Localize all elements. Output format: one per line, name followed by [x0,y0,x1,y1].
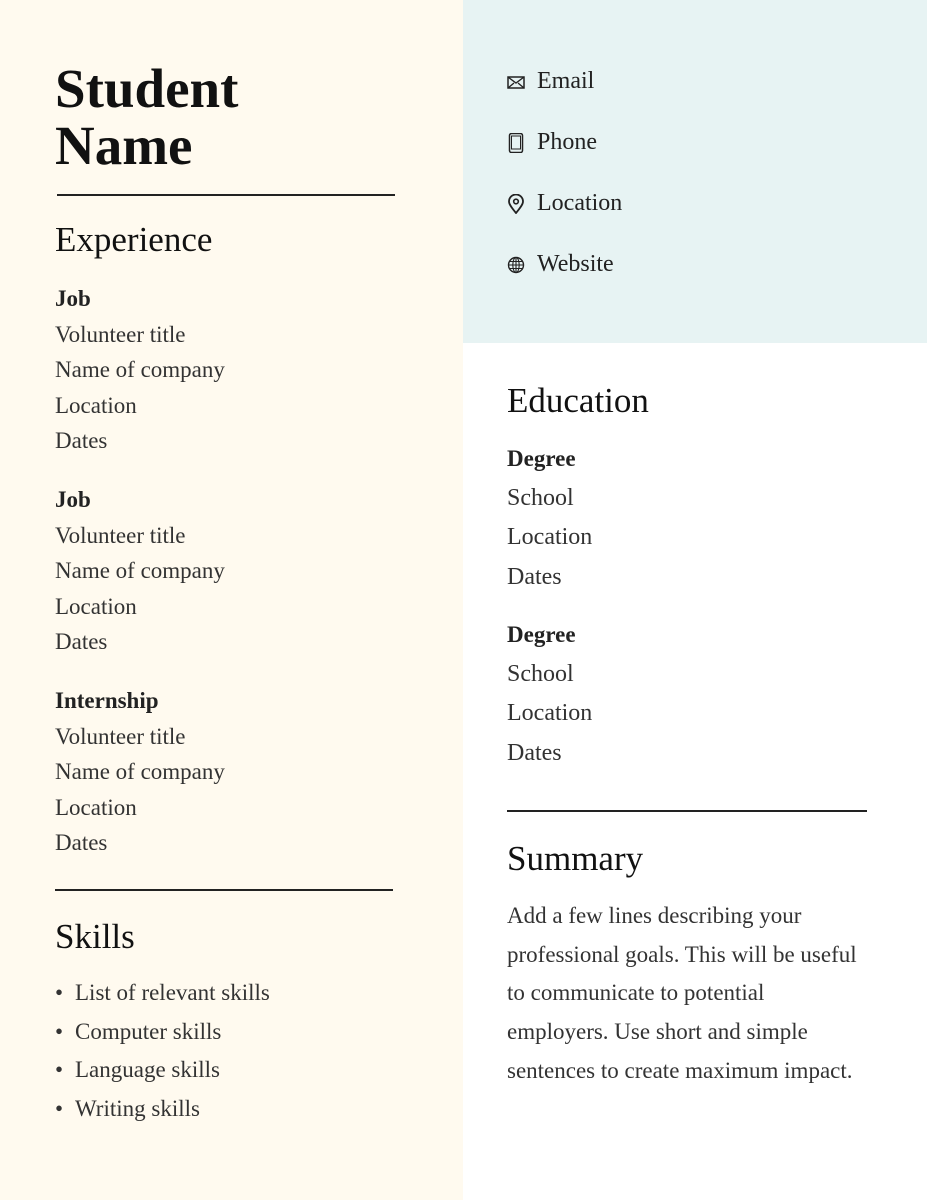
globe-icon [507,255,525,275]
phone-label: Phone [537,129,597,155]
entry-dates: Dates [55,830,108,855]
summary-text: Add a few lines describing your professional goals. This will be useful to communicate to potential employers. Use short and simple sentences to create maximum impact. [507,903,857,1083]
experience-entry [55,482,225,660]
entry-school: School [507,484,574,511]
skill-item: • Language skills [55,1051,270,1090]
divider [57,194,395,196]
entry-school: School [507,660,574,687]
entry-dates: Dates [507,739,562,766]
education-entry [507,615,592,773]
entry-type: Job [55,487,91,512]
entry-location: Location [507,700,593,726]
summary-heading: Summary [507,839,644,878]
skill-item: • Computer skills [55,1013,270,1052]
entry-dates: Dates [55,629,108,654]
skills-list [55,974,270,1129]
entry-title: Volunteer title [55,522,186,548]
entry-title: Volunteer title [55,321,186,347]
divider [507,810,867,812]
entry-dates: Dates [507,563,562,590]
skill-item: • Writing skills [55,1090,270,1129]
website-label: Website [537,251,614,277]
entry-title: Volunteer title [55,723,186,749]
name-line-1: Student [55,58,239,119]
entry-dates: Dates [55,428,108,453]
contact-phone [507,129,597,156]
education-entry [507,439,592,597]
location-label: Location [537,190,623,216]
entry-location: Location [55,794,137,820]
entry-degree: Degree [507,622,576,647]
skill-item: • List of relevant skills [55,974,270,1013]
entry-company: Name of company [55,558,225,583]
skills-heading: Skills [55,917,135,956]
name-line-2: Name [55,115,193,176]
student-name [55,60,238,174]
experience-entry [55,683,225,861]
experience-entry [55,281,225,459]
education-heading: Education [507,381,649,420]
entry-degree: Degree [507,446,576,471]
entry-type: Internship [55,688,159,713]
entry-location: Location [507,524,593,550]
contact-email [507,68,594,95]
contact-panel [463,0,927,343]
entry-type: Job [55,286,91,311]
email-label: Email [537,68,595,94]
entry-location: Location [55,593,137,619]
location-pin-icon [507,194,525,214]
entry-company: Name of company [55,759,225,784]
contact-location [507,190,622,217]
divider [55,889,393,891]
contact-website [507,251,614,278]
envelope-icon [507,72,525,92]
entry-company: Name of company [55,357,225,382]
entry-location: Location [55,392,137,418]
experience-heading: Experience [55,220,213,259]
phone-icon [507,133,525,153]
